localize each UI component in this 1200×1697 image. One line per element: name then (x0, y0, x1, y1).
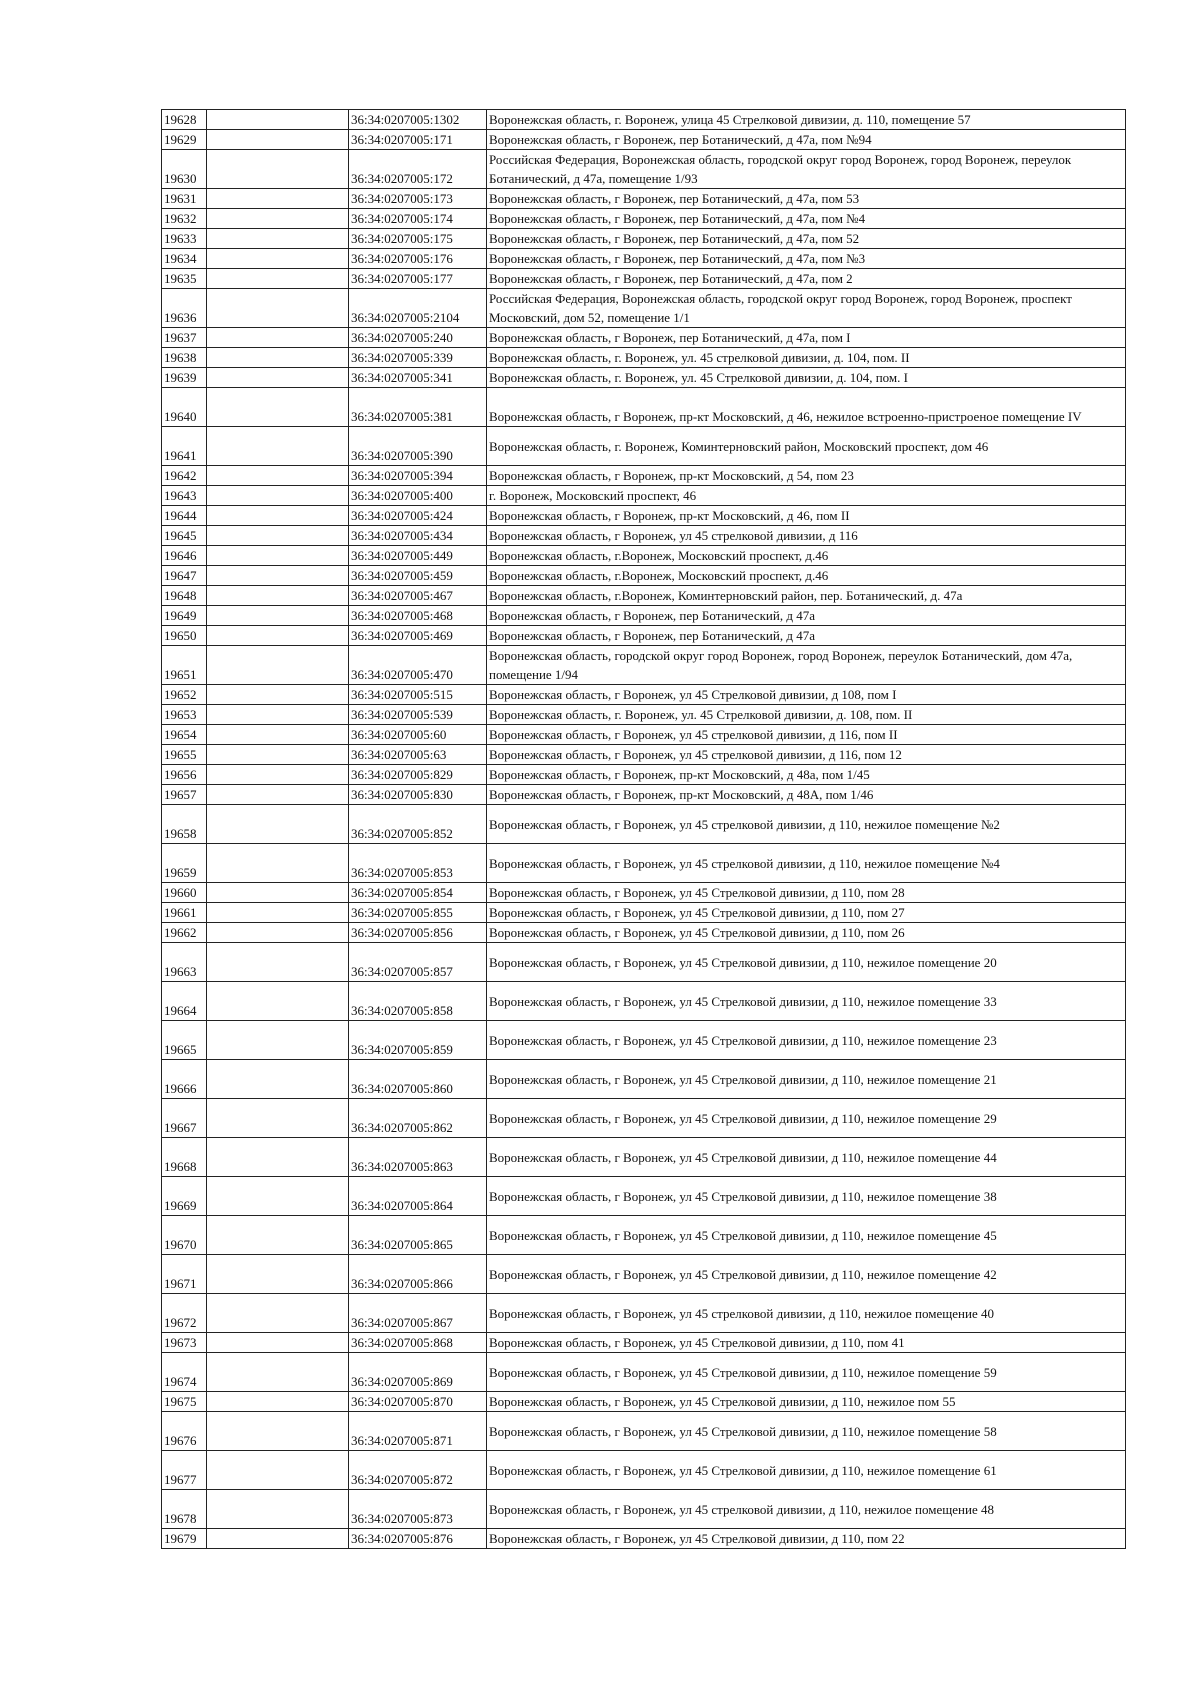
empty-cell (207, 1294, 349, 1333)
empty-cell (207, 249, 349, 269)
table-row (162, 110, 1126, 130)
cadastral-number-cell: 36:34:0207005:852 (349, 805, 487, 844)
table-row (162, 506, 1126, 526)
cadastral-number-cell: 36:34:0207005:339 (349, 348, 487, 368)
row-number-cell: 19669 (162, 1177, 207, 1216)
row-number-cell: 19636 (162, 289, 207, 328)
cadastral-number-cell: 36:34:0207005:858 (349, 982, 487, 1021)
address-cell: Воронежская область, г. Воронеж, Коминтерновский район, Московский проспект, дом 46 (487, 427, 1126, 466)
empty-cell (207, 526, 349, 546)
row-number-cell: 19631 (162, 189, 207, 209)
empty-cell (207, 765, 349, 785)
cadastral-number-cell: 36:34:0207005:863 (349, 1138, 487, 1177)
cadastral-number-cell: 36:34:0207005:175 (349, 229, 487, 249)
table-row (162, 805, 1126, 844)
empty-cell (207, 209, 349, 229)
empty-cell (207, 1255, 349, 1294)
row-number-cell: 19659 (162, 844, 207, 883)
address-cell: Воронежская область, г Воронеж, пер Ботанический, д 47а, пом №4 (487, 209, 1126, 229)
empty-cell (207, 348, 349, 368)
empty-cell (207, 1353, 349, 1392)
row-number-cell: 19648 (162, 586, 207, 606)
cadastral-number-cell: 36:34:0207005:449 (349, 546, 487, 566)
cadastral-number-cell: 36:34:0207005:868 (349, 1333, 487, 1353)
address-cell: Воронежская область, г Воронеж, ул 45 стрелковой дивизии, д 110, нежилое помещение 40 (487, 1294, 1126, 1333)
address-cell: Воронежская область, г Воронеж, ул 45 Стрелковой дивизии, д 110, нежилое помещение 29 (487, 1099, 1126, 1138)
row-number-cell: 19651 (162, 646, 207, 685)
row-number-cell: 19670 (162, 1216, 207, 1255)
table-row (162, 1529, 1126, 1549)
address-cell: Воронежская область, г Воронеж, пер Ботанический, д 47а (487, 626, 1126, 646)
cadastral-number-cell: 36:34:0207005:830 (349, 785, 487, 805)
empty-cell (207, 1216, 349, 1255)
table-row (162, 982, 1126, 1021)
row-number-cell: 19634 (162, 249, 207, 269)
address-cell: Воронежская область, г Воронеж, ул 45 стрелковой дивизии, д 110, нежилое помещение 48 (487, 1490, 1126, 1529)
row-number-cell: 19658 (162, 805, 207, 844)
empty-cell (207, 1138, 349, 1177)
empty-cell (207, 368, 349, 388)
row-number-cell: 19660 (162, 883, 207, 903)
cadastral-number-cell: 36:34:0207005:341 (349, 368, 487, 388)
empty-cell (207, 328, 349, 348)
table-row (162, 1216, 1126, 1255)
empty-cell (207, 289, 349, 328)
empty-cell (207, 1529, 349, 1549)
cadastral-table (161, 109, 1126, 1549)
cadastral-number-cell: 36:34:0207005:867 (349, 1294, 487, 1333)
empty-cell (207, 1099, 349, 1138)
table-row (162, 150, 1126, 189)
row-number-cell: 19650 (162, 626, 207, 646)
address-cell: Воронежская область, г Воронеж, ул 45 Стрелковой дивизии, д 110, нежилое помещение 59 (487, 1353, 1126, 1392)
cadastral-number-cell: 36:34:0207005:173 (349, 189, 487, 209)
cadastral-number-cell: 36:34:0207005:469 (349, 626, 487, 646)
table-row (162, 765, 1126, 785)
table-row (162, 427, 1126, 466)
address-cell: Воронежская область, г Воронеж, пер Ботанический, д 47а, пом №94 (487, 130, 1126, 150)
table-body (162, 110, 1126, 1549)
empty-cell (207, 466, 349, 486)
cadastral-number-cell: 36:34:0207005:860 (349, 1060, 487, 1099)
empty-cell (207, 1490, 349, 1529)
table-row (162, 328, 1126, 348)
cadastral-number-cell: 36:34:0207005:869 (349, 1353, 487, 1392)
row-number-cell: 19644 (162, 506, 207, 526)
empty-cell (207, 626, 349, 646)
address-cell: Воронежская область, г Воронеж, ул 45 Стрелковой дивизии, д 110, нежилое помещение 42 (487, 1255, 1126, 1294)
table-row (162, 883, 1126, 903)
empty-cell (207, 1451, 349, 1490)
table-row (162, 725, 1126, 745)
table-row (162, 249, 1126, 269)
address-cell: Воронежская область, г Воронеж, ул 45 Стрелковой дивизии, д 110, нежилое помещение 44 (487, 1138, 1126, 1177)
row-number-cell: 19677 (162, 1451, 207, 1490)
row-number-cell: 19663 (162, 943, 207, 982)
empty-cell (207, 506, 349, 526)
table-row (162, 189, 1126, 209)
cadastral-number-cell: 36:34:0207005:394 (349, 466, 487, 486)
table-row (162, 646, 1126, 685)
address-cell: Воронежская область, г Воронеж, ул 45 Стрелковой дивизии, д 110, нежилое помещение 21 (487, 1060, 1126, 1099)
row-number-cell: 19647 (162, 566, 207, 586)
table-row (162, 1353, 1126, 1392)
empty-cell (207, 427, 349, 466)
row-number-cell: 19633 (162, 229, 207, 249)
table-row (162, 1333, 1126, 1353)
table-row (162, 209, 1126, 229)
address-cell: Воронежская область, г Воронеж, ул 45 Стрелковой дивизии, д 110, нежилое помещение 33 (487, 982, 1126, 1021)
row-number-cell: 19628 (162, 110, 207, 130)
address-cell: Воронежская область, г. Воронеж, ул. 45 Стрелковой дивизии, д. 108, пом. II (487, 705, 1126, 725)
address-cell: Воронежская область, г Воронеж, пр-кт Московский, д 46, нежилое встроенно-пристроеное помещение IV (487, 388, 1126, 427)
table-row (162, 1060, 1126, 1099)
cadastral-number-cell: 36:34:0207005:171 (349, 130, 487, 150)
table-row (162, 1099, 1126, 1138)
empty-cell (207, 685, 349, 705)
address-cell: Воронежская область, г Воронеж, ул 45 стрелковой дивизии, д 110, нежилое помещение №2 (487, 805, 1126, 844)
empty-cell (207, 388, 349, 427)
table-row (162, 289, 1126, 328)
table-row (162, 745, 1126, 765)
address-cell: Воронежская область, г Воронеж, пер Ботанический, д 47а (487, 606, 1126, 626)
table-row (162, 388, 1126, 427)
address-cell: Воронежская область, г Воронеж, пер Ботанический, д 47а, пом №3 (487, 249, 1126, 269)
address-cell: Российская Федерация, Воронежская область, городской округ город Воронеж, город Воронеж, переулок Ботанический, д 47а, помещение 1/93 (487, 150, 1126, 189)
cadastral-number-cell: 36:34:0207005:873 (349, 1490, 487, 1529)
row-number-cell: 19668 (162, 1138, 207, 1177)
cadastral-number-cell: 36:34:0207005:866 (349, 1255, 487, 1294)
empty-cell (207, 705, 349, 725)
address-cell: Воронежская область, г Воронеж, ул 45 Стрелковой дивизии, д 110, нежилое помещение 45 (487, 1216, 1126, 1255)
empty-cell (207, 646, 349, 685)
table-row (162, 844, 1126, 883)
address-cell: Воронежская область, г Воронеж, ул 45 Стрелковой дивизии, д 110, нежилое помещение 61 (487, 1451, 1126, 1490)
row-number-cell: 19661 (162, 903, 207, 923)
table-row (162, 685, 1126, 705)
table-row (162, 229, 1126, 249)
address-cell: Воронежская область, г. Воронеж, ул. 45 Стрелковой дивизии, д. 104, пом. I (487, 368, 1126, 388)
empty-cell (207, 844, 349, 883)
address-cell: Воронежская область, г Воронеж, ул 45 стрелковой дивизии, д 116 (487, 526, 1126, 546)
row-number-cell: 19643 (162, 486, 207, 506)
row-number-cell: 19630 (162, 150, 207, 189)
row-number-cell: 19640 (162, 388, 207, 427)
address-cell: Воронежская область, г Воронеж, пр-кт Московский, д 54, пом 23 (487, 466, 1126, 486)
table-row (162, 1255, 1126, 1294)
address-cell: Воронежская область, г Воронеж, ул 45 стрелковой дивизии, д 116, пом II (487, 725, 1126, 745)
empty-cell (207, 982, 349, 1021)
address-cell: Воронежская область, г Воронеж, ул 45 Стрелковой дивизии, д 110, пом 27 (487, 903, 1126, 923)
row-number-cell: 19678 (162, 1490, 207, 1529)
table-row (162, 1412, 1126, 1451)
table-row (162, 1177, 1126, 1216)
cadastral-number-cell: 36:34:0207005:872 (349, 1451, 487, 1490)
row-number-cell: 19662 (162, 923, 207, 943)
address-cell: Воронежская область, городской округ город Воронеж, город Воронеж, переулок Ботанический, дом 47а, помещение 1/94 (487, 646, 1126, 685)
address-cell: Воронежская область, г Воронеж, ул 45 Стрелковой дивизии, д 110, нежилое помещение 38 (487, 1177, 1126, 1216)
address-cell: Воронежская область, г Воронеж, пер Ботанический, д 47а, пом 52 (487, 229, 1126, 249)
address-cell: Воронежская область, г Воронеж, ул 45 Стрелковой дивизии, д 110, нежилое пом 55 (487, 1392, 1126, 1412)
row-number-cell: 19649 (162, 606, 207, 626)
address-cell: Воронежская область, г Воронеж, пер Ботанический, д 47а, пом 2 (487, 269, 1126, 289)
table-row (162, 130, 1126, 150)
row-number-cell: 19655 (162, 745, 207, 765)
cadastral-number-cell: 36:34:0207005:381 (349, 388, 487, 427)
cadastral-number-cell: 36:34:0207005:855 (349, 903, 487, 923)
empty-cell (207, 923, 349, 943)
row-number-cell: 19671 (162, 1255, 207, 1294)
empty-cell (207, 130, 349, 150)
table-row (162, 566, 1126, 586)
table-row (162, 546, 1126, 566)
row-number-cell: 19637 (162, 328, 207, 348)
cadastral-number-cell: 36:34:0207005:424 (349, 506, 487, 526)
cadastral-number-cell: 36:34:0207005:829 (349, 765, 487, 785)
cadastral-number-cell: 36:34:0207005:876 (349, 1529, 487, 1549)
empty-cell (207, 1021, 349, 1060)
address-cell: Воронежская область, г Воронеж, пр-кт Московский, д 46, пом II (487, 506, 1126, 526)
address-cell: Воронежская область, г.Воронеж, Московский проспект, д.46 (487, 546, 1126, 566)
empty-cell (207, 566, 349, 586)
cadastral-number-cell: 36:34:0207005:390 (349, 427, 487, 466)
empty-cell (207, 269, 349, 289)
empty-cell (207, 150, 349, 189)
address-cell: Воронежская область, г Воронеж, ул 45 Стрелковой дивизии, д 110, пом 41 (487, 1333, 1126, 1353)
table-row (162, 606, 1126, 626)
cadastral-number-cell: 36:34:0207005:854 (349, 883, 487, 903)
cadastral-number-cell: 36:34:0207005:177 (349, 269, 487, 289)
cadastral-number-cell: 36:34:0207005:864 (349, 1177, 487, 1216)
empty-cell (207, 1412, 349, 1451)
empty-cell (207, 785, 349, 805)
cadastral-number-cell: 36:34:0207005:515 (349, 685, 487, 705)
table-row (162, 923, 1126, 943)
table-row (162, 626, 1126, 646)
empty-cell (207, 1392, 349, 1412)
empty-cell (207, 1333, 349, 1353)
address-cell: Воронежская область, г Воронеж, ул 45 стрелковой дивизии, д 110, нежилое помещение №4 (487, 844, 1126, 883)
cadastral-number-cell: 36:34:0207005:871 (349, 1412, 487, 1451)
address-cell: г. Воронеж, Московский проспект, 46 (487, 486, 1126, 506)
table-row (162, 466, 1126, 486)
cadastral-number-cell: 36:34:0207005:459 (349, 566, 487, 586)
row-number-cell: 19641 (162, 427, 207, 466)
row-number-cell: 19632 (162, 209, 207, 229)
empty-cell (207, 189, 349, 209)
row-number-cell: 19675 (162, 1392, 207, 1412)
empty-cell (207, 805, 349, 844)
cadastral-number-cell: 36:34:0207005:240 (349, 328, 487, 348)
document-page (161, 109, 1125, 1549)
empty-cell (207, 486, 349, 506)
address-cell: Воронежская область, г Воронеж, ул 45 Стрелковой дивизии, д 110, пом 26 (487, 923, 1126, 943)
row-number-cell: 19653 (162, 705, 207, 725)
address-cell: Воронежская область, г Воронеж, пер Ботанический, д 47а, пом 53 (487, 189, 1126, 209)
empty-cell (207, 745, 349, 765)
cadastral-number-cell: 36:34:0207005:176 (349, 249, 487, 269)
address-cell: Воронежская область, г Воронеж, ул 45 Стрелковой дивизии, д 110, нежилое помещение 20 (487, 943, 1126, 982)
row-number-cell: 19667 (162, 1099, 207, 1138)
row-number-cell: 19666 (162, 1060, 207, 1099)
cadastral-number-cell: 36:34:0207005:862 (349, 1099, 487, 1138)
row-number-cell: 19642 (162, 466, 207, 486)
row-number-cell: 19672 (162, 1294, 207, 1333)
cadastral-number-cell: 36:34:0207005:853 (349, 844, 487, 883)
cadastral-number-cell: 36:34:0207005:172 (349, 150, 487, 189)
table-row (162, 1021, 1126, 1060)
address-cell: Воронежская область, г Воронеж, пр-кт Московский, д 48а, пом 1/45 (487, 765, 1126, 785)
row-number-cell: 19664 (162, 982, 207, 1021)
table-row (162, 348, 1126, 368)
row-number-cell: 19635 (162, 269, 207, 289)
row-number-cell: 19629 (162, 130, 207, 150)
cadastral-number-cell: 36:34:0207005:468 (349, 606, 487, 626)
address-cell: Воронежская область, г.Воронеж, Коминтерновский район, пер. Ботанический, д. 47а (487, 586, 1126, 606)
address-cell: Воронежская область, г Воронеж, ул 45 Стрелковой дивизии, д 108, пом I (487, 685, 1126, 705)
cadastral-number-cell: 36:34:0207005:470 (349, 646, 487, 685)
row-number-cell: 19673 (162, 1333, 207, 1353)
table-row (162, 1294, 1126, 1333)
cadastral-number-cell: 36:34:0207005:2104 (349, 289, 487, 328)
table-row (162, 705, 1126, 725)
address-cell: Российская Федерация, Воронежская область, городской округ город Воронеж, город Воронеж, проспект Московский, дом 52, помещение 1/1 (487, 289, 1126, 328)
empty-cell (207, 903, 349, 923)
address-cell: Воронежская область, г Воронеж, ул 45 Стрелковой дивизии, д 110, пом 22 (487, 1529, 1126, 1549)
cadastral-number-cell: 36:34:0207005:539 (349, 705, 487, 725)
empty-cell (207, 110, 349, 130)
empty-cell (207, 229, 349, 249)
cadastral-number-cell: 36:34:0207005:857 (349, 943, 487, 982)
empty-cell (207, 943, 349, 982)
address-cell: Воронежская область, г Воронеж, ул 45 Стрелковой дивизии, д 110, пом 28 (487, 883, 1126, 903)
cadastral-number-cell: 36:34:0207005:174 (349, 209, 487, 229)
row-number-cell: 19657 (162, 785, 207, 805)
row-number-cell: 19665 (162, 1021, 207, 1060)
row-number-cell: 19656 (162, 765, 207, 785)
cadastral-number-cell: 36:34:0207005:467 (349, 586, 487, 606)
cadastral-number-cell: 36:34:0207005:63 (349, 745, 487, 765)
cadastral-number-cell: 36:34:0207005:865 (349, 1216, 487, 1255)
address-cell: Воронежская область, г.Воронеж, Московский проспект, д.46 (487, 566, 1126, 586)
table-row (162, 586, 1126, 606)
address-cell: Воронежская область, г. Воронеж, улица 45 Стрелковой дивизии, д. 110, помещение 57 (487, 110, 1126, 130)
row-number-cell: 19654 (162, 725, 207, 745)
table-row (162, 269, 1126, 289)
cadastral-number-cell: 36:34:0207005:1302 (349, 110, 487, 130)
address-cell: Воронежская область, г Воронеж, пер Ботанический, д 47а, пом I (487, 328, 1126, 348)
cadastral-number-cell: 36:34:0207005:434 (349, 526, 487, 546)
cadastral-number-cell: 36:34:0207005:859 (349, 1021, 487, 1060)
table-row (162, 1490, 1126, 1529)
address-cell: Воронежская область, г Воронеж, ул 45 стрелковой дивизии, д 116, пом 12 (487, 745, 1126, 765)
empty-cell (207, 1177, 349, 1216)
cadastral-number-cell: 36:34:0207005:400 (349, 486, 487, 506)
row-number-cell: 19646 (162, 546, 207, 566)
row-number-cell: 19639 (162, 368, 207, 388)
table-row (162, 1451, 1126, 1490)
table-row (162, 526, 1126, 546)
row-number-cell: 19679 (162, 1529, 207, 1549)
row-number-cell: 19676 (162, 1412, 207, 1451)
row-number-cell: 19645 (162, 526, 207, 546)
row-number-cell: 19652 (162, 685, 207, 705)
cadastral-number-cell: 36:34:0207005:870 (349, 1392, 487, 1412)
empty-cell (207, 606, 349, 626)
empty-cell (207, 586, 349, 606)
table-row (162, 943, 1126, 982)
empty-cell (207, 725, 349, 745)
table-row (162, 785, 1126, 805)
row-number-cell: 19674 (162, 1353, 207, 1392)
cadastral-number-cell: 36:34:0207005:856 (349, 923, 487, 943)
empty-cell (207, 546, 349, 566)
table-row (162, 486, 1126, 506)
empty-cell (207, 1060, 349, 1099)
table-row (162, 368, 1126, 388)
address-cell: Воронежская область, г Воронеж, ул 45 Стрелковой дивизии, д 110, нежилое помещение 23 (487, 1021, 1126, 1060)
address-cell: Воронежская область, г Воронеж, ул 45 Стрелковой дивизии, д 110, нежилое помещение 58 (487, 1412, 1126, 1451)
table-row (162, 903, 1126, 923)
address-cell: Воронежская область, г. Воронеж, ул. 45 стрелковой дивизии, д. 104, пом. II (487, 348, 1126, 368)
row-number-cell: 19638 (162, 348, 207, 368)
cadastral-number-cell: 36:34:0207005:60 (349, 725, 487, 745)
table-row (162, 1392, 1126, 1412)
table-row (162, 1138, 1126, 1177)
address-cell: Воронежская область, г Воронеж, пр-кт Московский, д 48А, пом 1/46 (487, 785, 1126, 805)
empty-cell (207, 883, 349, 903)
